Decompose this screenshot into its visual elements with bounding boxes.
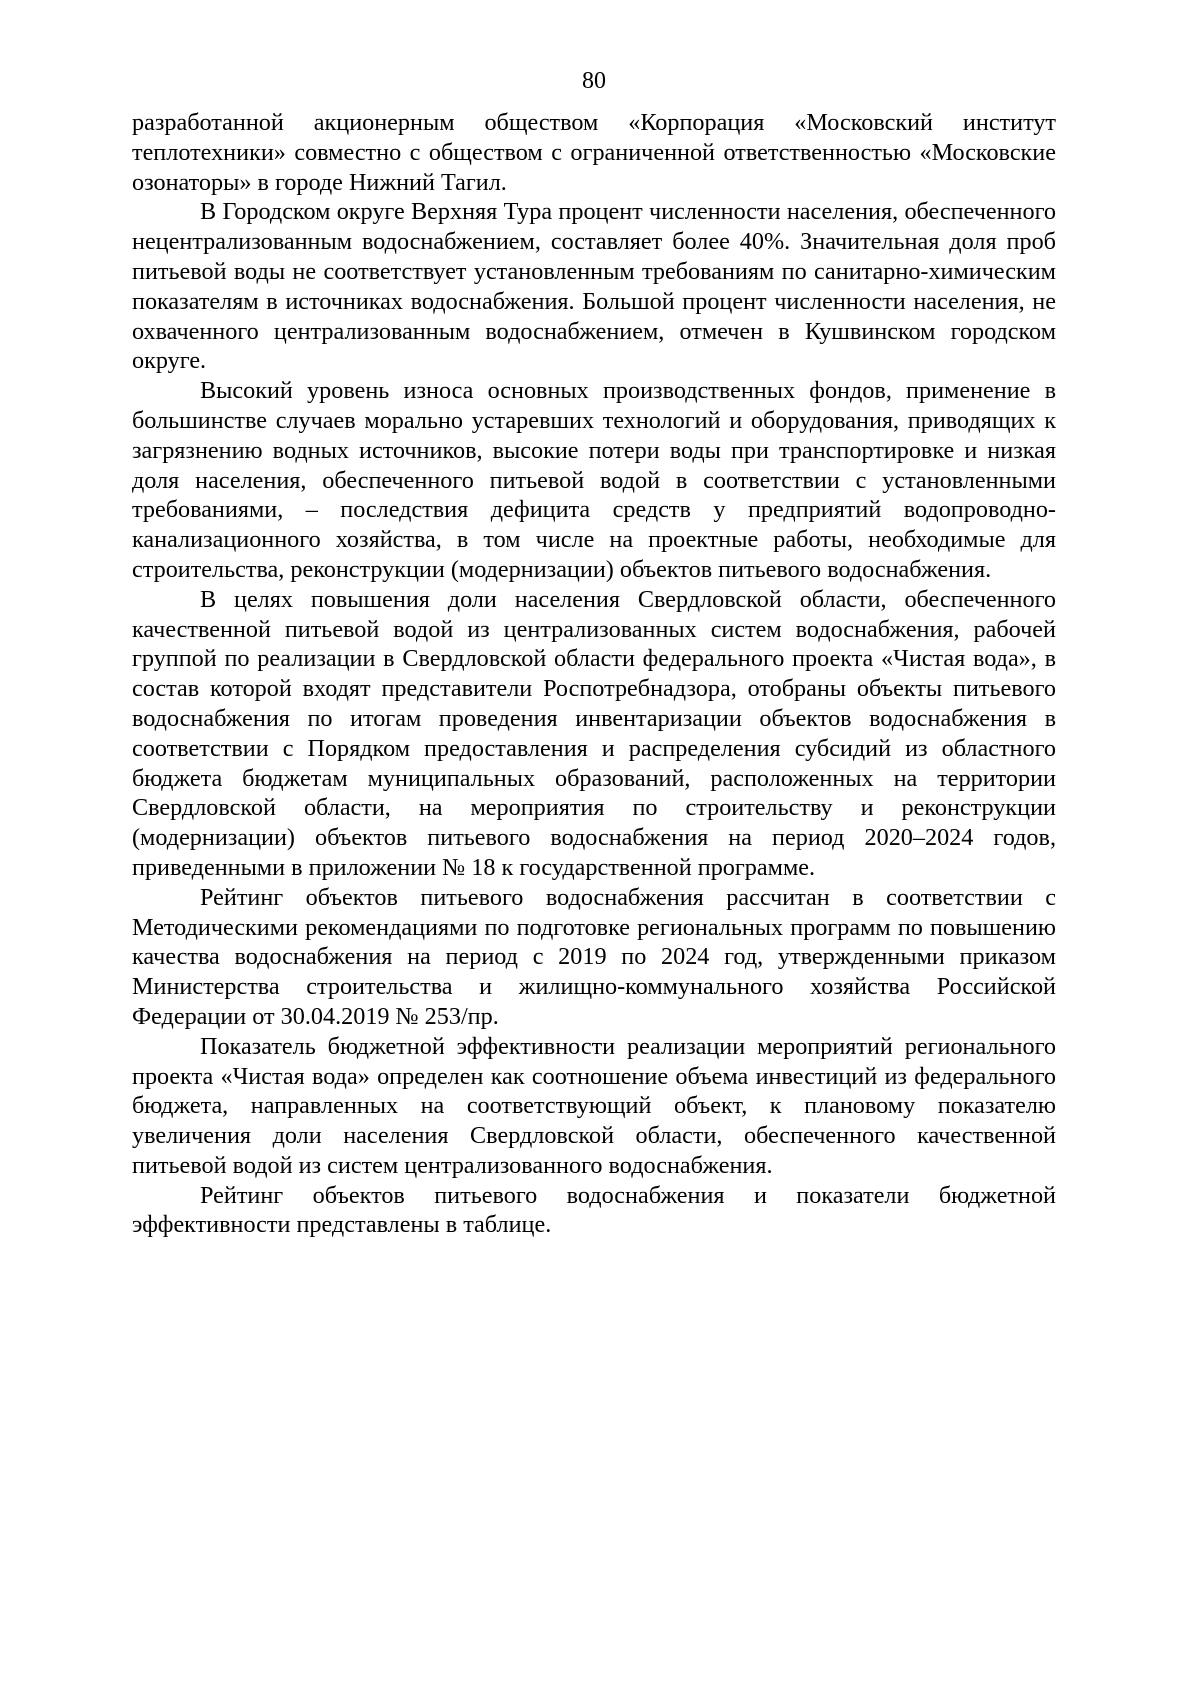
- paragraph-table-reference: Рейтинг объектов питьевого водоснабжения и показатели бюджетной эффективности представлены в таблице.: [132, 1181, 1056, 1239]
- paragraph-infrastructure-wear: Высокий уровень износа основных производственных фондов, применение в большинстве случаев морально устаревших технологий и оборудования, приводящих к загрязнению водных источников, высокие потери воды при транспортировке и низкая доля населения, обеспеченного питьевой водой в соответствии с установленными требованиями, – последствия дефицита средств у предприятий водопроводно-канализационного хозяйства, в том числе на проектные работы, необходимые для строительства, реконструкции (модернизации) объектов питьевого водоснабжения.: [132, 377, 1056, 583]
- paragraph-verkhnyaya-tura: В Городском округе Верхняя Тура процент численности населения, обеспеченного нецентрализованным водоснабжением, составляет более 40%. Значительная доля проб питьевой воды не соответствует установленным требованиям по санитарно-химическим показателям в источниках водоснабжения. Большой процент численности населения, не охваченного централизованным водоснабжением, отмечен в Кушвинском городском округе.: [132, 198, 1056, 375]
- paragraph-budget-efficiency: Показатель бюджетной эффективности реализации мероприятий регионального проекта «Чистая вода» определен как соотношение объема инвестиций из федерального бюджета, направленных на соответствующий объект, к плановому показателю увеличения доли населения Свердловской области, обеспеченного качественной питьевой водой из систем централизованного водоснабжения.: [132, 1032, 1056, 1179]
- paragraph-rating-method: Рейтинг объектов питьевого водоснабжения рассчитан в соответствии с Методическими рекомендациями по подготовке региональных программ по повышению качества водоснабжения на период с 2019 по 2024 год, утвержденными приказом Министерства строительства и жилищно-коммунального хозяйства Российской Федерации от 30.04.2019 № 253/пр.: [132, 883, 1056, 1030]
- document-body: [132, 108, 1056, 1240]
- paragraph-project-selection: В целях повышения доли населения Свердловской области, обеспеченного качественной питьевой водой из централизованных систем водоснабжения, рабочей группой по реализации в Свердловской области федерального проекта «Чистая вода», в состав которой входят представители Роспотребнадзора, отобраны объекты питьевого водоснабжения по итогам проведения инвентаризации объектов водоснабжения в соответствии с Порядком предоставления и распределения субсидий из областного бюджета бюджетам муниципальных образований, расположенных на территории Свердловской области, на мероприятия по строительству и реконструкции (модернизации) объектов питьевого водоснабжения на период 2020–2024 годов, приведенными в приложении № 18 к государственной программе.: [132, 585, 1056, 881]
- page-number: 80: [582, 68, 606, 94]
- paragraph-continuation: разработанной акционерным обществом «Корпорация «Московский институт теплотехники» совместно с обществом с ограниченной ответственностью «Московские озонаторы» в городе Нижний Тагил.: [132, 109, 1056, 196]
